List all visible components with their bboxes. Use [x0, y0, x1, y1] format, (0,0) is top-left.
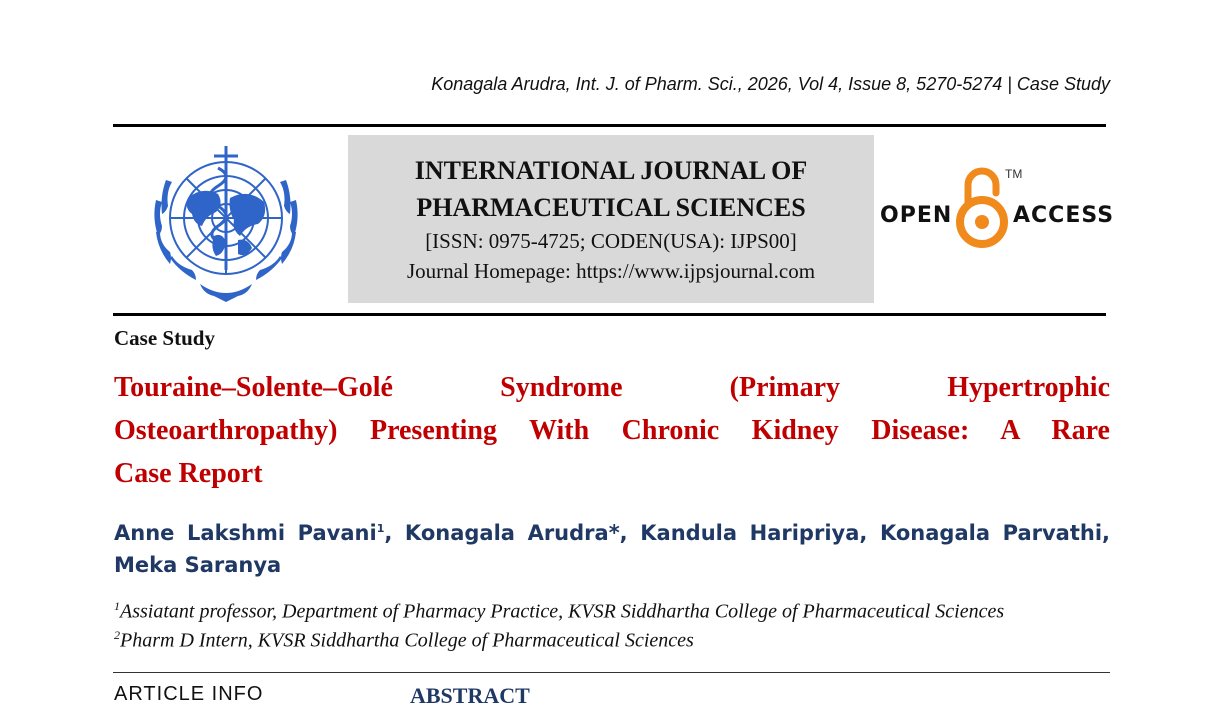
journal-homepage[interactable]: Journal Homepage: https://www.ijpsjournal.com: [406, 259, 816, 283]
title-line-2: Osteoarthropathy) Presenting With Chronic Kidney Disease: A Rare: [114, 415, 1110, 446]
author-line-1: [114, 513, 1110, 549]
article-info-heading: ARTICLE INFO: [114, 683, 264, 705]
open-access-tm: TM: [1005, 167, 1023, 181]
article-type: Case Study: [114, 326, 215, 350]
affiliation-1-text: Assiatant professor, Department of Pharmacy Practice, KVSR Siddhartha College of Pharmaceutical Sciences: [120, 600, 1005, 623]
article-title: [114, 366, 1110, 495]
affiliation-1-sup: 1: [114, 599, 120, 613]
author-first: Anne Lakshmi Pavani: [114, 521, 377, 545]
title-line-1: Touraine–Solente–Golé Syndrome (Primary Hypertrophic: [114, 372, 1110, 403]
journal-name: [348, 152, 874, 226]
un-who-emblem-icon: [126, 140, 326, 306]
author-first-affil-sup: 1: [376, 522, 385, 535]
section-divider: [113, 672, 1110, 673]
affiliation-2-sup: 2: [114, 628, 120, 642]
open-access-access-word: ACCESS: [1013, 203, 1115, 228]
running-head: Konagala Arudra, Int. J. of Pharm. Sci., 2026, Vol 4, Issue 8, 5270-5274 | Case Study: [431, 74, 1110, 94]
author-line-2: Meka Saranya: [114, 553, 282, 577]
author-list: [114, 513, 1110, 581]
header-rule-top: [113, 124, 1106, 127]
open-access-lock-icon: [954, 165, 1010, 251]
open-access-logo: [880, 165, 1115, 255]
affiliation-2-text: Pharm D Intern, KVSR Siddhartha College of Pharmaceutical Sciences: [120, 629, 694, 652]
author-rest-line1: , Konagala Arudra*, Kandula Haripriya, Konagala Parvathi,: [384, 521, 1110, 545]
journal-name-line1: INTERNATIONAL JOURNAL OF: [414, 156, 808, 185]
journal-name-line2: PHARMACEUTICAL SCIENCES: [416, 193, 806, 222]
journal-issn: [ISSN: 0975-4725; CODEN(USA): IJPS00]: [425, 229, 797, 253]
header-rule-bottom: [113, 313, 1106, 316]
open-access-open-word: OPEN: [880, 203, 953, 228]
title-line-3: Case Report: [114, 458, 263, 489]
affiliation-2: [114, 628, 1114, 653]
abstract-heading: ABSTRACT: [410, 683, 530, 708]
journal-masthead: [348, 135, 874, 303]
affiliation-1: [114, 599, 1114, 624]
